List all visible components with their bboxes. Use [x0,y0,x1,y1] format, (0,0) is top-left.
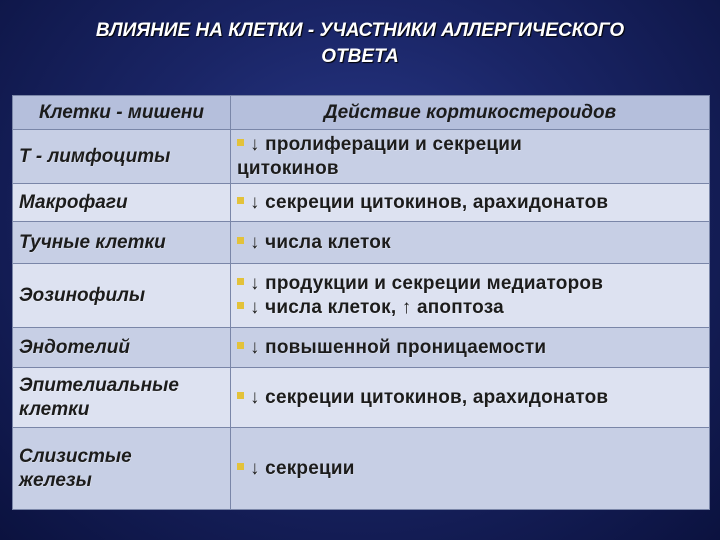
effect-text: ↓ числа клеток, ↑ апоптоза [250,296,504,318]
title-line-1: ВЛИЯНИЕ НА КЛЕТКИ - УЧАСТНИКИ АЛЛЕРГИЧЕСКОГО [95,20,625,41]
row-cell-name: Т - лимфоциты [13,130,231,184]
cell-name-line: железы [19,469,92,491]
row-cell-name: Эндотелий [13,328,231,368]
effect-text: ↓ числа клеток [250,231,391,253]
cell-name-line: Эпителиальные [19,374,179,396]
effect-text: ↓ повышенной проницаемости [250,336,547,358]
row-effect [231,368,710,428]
row-effect [231,130,710,184]
row-effect [231,428,710,510]
row-cell-name [13,368,231,428]
bullet-icon [237,278,244,285]
bullet-icon [237,463,244,470]
table-row [13,428,710,510]
effect-text: ↓ пролиферации и секреции [250,133,522,155]
title-line-2: ОТВЕТА [321,46,399,67]
table-row [13,368,710,428]
effect-text: ↓ секреции цитокинов, арахидонатов [250,191,609,213]
table-row [13,264,710,328]
table-row [13,184,710,222]
effect-text: ↓ продукции и секреции медиаторов [250,272,604,294]
bullet-icon [237,302,244,309]
table-row [13,328,710,368]
table-row [13,130,710,184]
table-row [13,222,710,264]
row-cell-name: Макрофаги [13,184,231,222]
bullet-icon [237,342,244,349]
header-target-cells: Клетки - мишени [13,96,231,130]
bullet-icon [237,237,244,244]
bullet-icon [237,139,244,146]
row-cell-name: Тучные клетки [13,222,231,264]
cell-name-line: Слизистые [19,445,132,467]
row-effect [231,328,710,368]
row-cell-name: Эозинофилы [13,264,231,328]
row-cell-name [13,428,231,510]
cell-name-line: клетки [19,398,90,420]
effects-table [12,95,710,510]
bullet-icon [237,392,244,399]
row-effect [231,222,710,264]
effect-text: ↓ секреции цитокинов, арахидонатов [250,386,609,408]
effect-text: ↓ секреции [250,457,355,479]
header-corticosteroid-action: Действие кортикостероидов [231,96,710,130]
table-header-row [13,96,710,130]
slide-title [20,18,700,70]
row-effect [231,184,710,222]
effect-text-cont: цитокинов [237,157,339,179]
row-effect [231,264,710,328]
bullet-icon [237,197,244,204]
